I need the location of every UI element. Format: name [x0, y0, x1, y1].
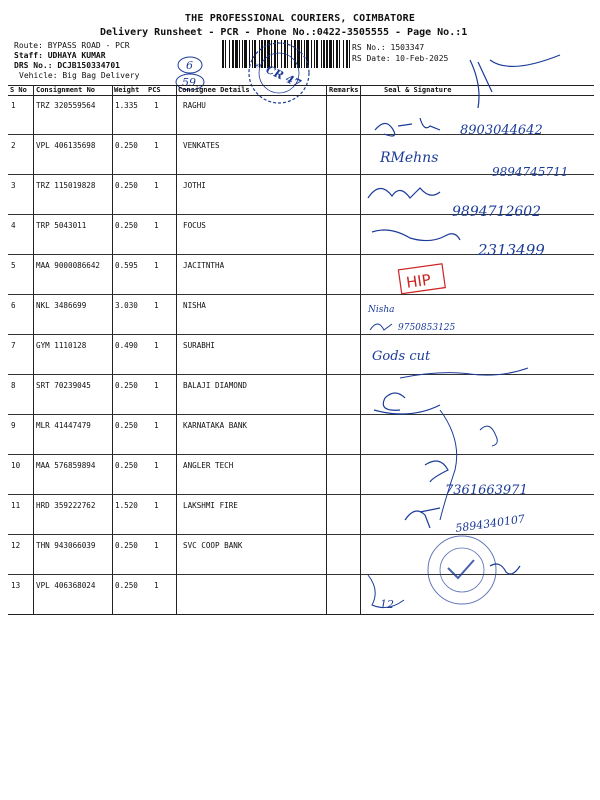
signature-row-2: RMehns: [380, 150, 439, 166]
header-seal-signature: Seal & Signature: [384, 86, 452, 94]
runsheet-subtitle: Delivery Runsheet - PCR - Phone No.:0422-3505555 - Page No.:1: [100, 27, 468, 38]
cell-weight: 1.335: [115, 101, 138, 110]
vehicle-label: Vehicle: Big Bag Delivery: [19, 71, 140, 80]
page-title: THE PROFESSIONAL COURIERS, COIMBATORE: [184, 13, 416, 24]
cell-weight: 3.030: [115, 301, 138, 310]
cell-consignment-no: TRZ 115019828: [36, 181, 96, 190]
cell-sno: 5: [11, 261, 16, 270]
barcode-bar: [314, 40, 315, 68]
cell-sno: 10: [11, 461, 21, 470]
cell-sno: 2: [11, 141, 16, 150]
barcode-bar: [232, 40, 234, 68]
cell-consignee: FOCUS: [183, 221, 206, 230]
cell-sno: 7: [11, 341, 16, 350]
cell-sno: 13: [11, 581, 21, 590]
barcode-bar: [316, 40, 318, 68]
table-row-divider: [8, 134, 594, 135]
barcode-bar: [323, 40, 325, 68]
cell-consignee: LAKSHMI FIRE: [183, 501, 238, 510]
cell-sno: 3: [11, 181, 16, 190]
cell-sno: 6: [11, 301, 16, 310]
signature-row-6: Nisha: [368, 305, 395, 315]
signature-bracket: [440, 410, 457, 520]
cell-weight: 0.250: [115, 381, 138, 390]
signature-row-10: [425, 461, 448, 482]
handwritten-phone-3: 9894712602: [452, 204, 542, 220]
col-divider: [326, 85, 327, 614]
table-row-divider: [8, 454, 594, 455]
signature-row-8: [374, 393, 440, 414]
svc-bank-seal: [428, 536, 520, 604]
handwritten-phone-10: 7361663971: [445, 483, 528, 498]
cell-consignment-no: GYM 1110128: [36, 341, 87, 350]
signature-row-7: Gods cut: [372, 349, 431, 364]
cell-weight: 0.250: [115, 581, 138, 590]
circled-number-6: 6: [186, 59, 193, 72]
cell-consignee: BALAJI DIAMOND: [183, 381, 248, 390]
cell-pcs: 1: [154, 181, 159, 190]
cell-consignment-no: TRP 5043011: [36, 221, 87, 230]
cell-consignment-no: SRT 70239045: [36, 381, 91, 390]
table-row-divider: [8, 334, 594, 335]
col-divider: [33, 85, 34, 614]
cell-sno: 11: [11, 501, 21, 510]
staff-label: Staff: UDHAYA KUMAR: [14, 51, 106, 60]
barcode-bar: [343, 40, 344, 68]
table-row-divider: [8, 494, 594, 495]
cell-consignment-no: VPL 406135698: [36, 141, 96, 150]
barcode-bar: [239, 40, 240, 68]
signature-row-11: [405, 508, 440, 528]
barcode-bar: [235, 40, 238, 68]
cell-consignment-no: HRD 359222762: [36, 501, 96, 510]
cell-consignee: JOTHI: [183, 181, 206, 190]
handwritten-row13-mark: 12: [380, 598, 394, 611]
cell-pcs: 1: [154, 141, 159, 150]
barcode-bar: [333, 40, 334, 68]
table-row-divider: [8, 174, 594, 175]
cell-consignment-no: MAA 9000086642: [36, 261, 101, 270]
cell-consignee: JACITNTHA: [183, 261, 225, 270]
cell-pcs: 1: [154, 501, 159, 510]
barcode-bar: [329, 40, 332, 68]
cell-weight: 1.520: [115, 501, 138, 510]
signature-row-13: [368, 575, 404, 608]
signature-row-6-mark: [370, 324, 392, 330]
cell-pcs: 1: [154, 461, 159, 470]
cell-consignment-no: VPL 406368024: [36, 581, 96, 590]
cell-consignee: KARNATAKA BANK: [183, 421, 248, 430]
cell-weight: 0.595: [115, 261, 138, 270]
table-row-divider: [8, 574, 594, 575]
cell-consignment-no: MAA 576859894: [36, 461, 96, 470]
barcode-bar: [339, 40, 340, 68]
cell-pcs: 1: [154, 101, 159, 110]
cell-pcs: 1: [154, 541, 159, 550]
cell-weight: 0.250: [115, 421, 138, 430]
cell-pcs: 1: [154, 381, 159, 390]
cell-consignee: VENKATES: [183, 141, 220, 150]
table-row-divider: [8, 534, 594, 535]
handwritten-phone-2: 9894745711: [492, 165, 569, 179]
cell-weight: 0.250: [115, 461, 138, 470]
handwritten-phone-4: 2313499: [478, 241, 545, 259]
cell-weight: 0.250: [115, 221, 138, 230]
cell-pcs: 1: [154, 301, 159, 310]
cell-sno: 1: [11, 101, 16, 110]
barcode-bar: [242, 40, 243, 68]
barcode-bar: [336, 40, 338, 68]
rs-date: RS Date: 10-Feb-2025: [352, 54, 449, 63]
cell-pcs: 1: [154, 341, 159, 350]
col-divider: [360, 85, 361, 614]
barcode-bar: [222, 40, 224, 68]
cell-pcs: 1: [154, 261, 159, 270]
header-consignee: Consignee Details: [178, 86, 250, 94]
barcode-bar: [321, 40, 322, 68]
table-bottom-border: [8, 614, 594, 615]
handwritten-phone-6: 9750853125: [398, 323, 456, 333]
rs-number: RS No.: 1503347: [352, 43, 425, 52]
barcode-bar: [326, 40, 328, 68]
cell-consignee: SVC COOP BANK: [183, 541, 243, 550]
cell-consignment-no: THN 943066039: [36, 541, 96, 550]
cell-consignee: NISHA: [183, 301, 206, 310]
handwritten-phone-1: 8903044642: [460, 123, 543, 138]
courier-stamp: [246, 40, 312, 106]
table-row-divider: [8, 214, 594, 215]
barcode-bar: [346, 40, 348, 68]
signature-row-3: [368, 188, 440, 198]
table-header-border: [8, 95, 594, 96]
header-sno: S No: [10, 86, 27, 94]
cell-consignment-no: TRZ 320559564: [36, 101, 96, 110]
cell-consignment-no: MLR 41447479: [36, 421, 91, 430]
cell-weight: 0.250: [115, 541, 138, 550]
table-top-border: [8, 85, 594, 86]
route-label: Route: BYPASS ROAD - PCR: [14, 41, 130, 50]
col-divider: [112, 85, 113, 614]
cell-weight: 0.490: [115, 341, 138, 350]
signature-row-9: [480, 426, 497, 446]
header-scribble: [470, 55, 560, 108]
table-row-divider: [8, 414, 594, 415]
cell-consignment-no: NKL 3486699: [36, 301, 87, 310]
cell-consignee: SURABHI: [183, 341, 216, 350]
cell-sno: 12: [11, 541, 21, 550]
header-consignment: Consignment No: [36, 86, 96, 94]
cell-pcs: 1: [154, 221, 159, 230]
header-remarks: Remarks: [329, 86, 359, 94]
header-pcs: PCS: [148, 86, 161, 94]
barcode-bar: [229, 40, 230, 68]
table-row-divider: [8, 374, 594, 375]
cell-pcs: 1: [154, 421, 159, 430]
cell-sno: 8: [11, 381, 16, 390]
cell-weight: 0.250: [115, 141, 138, 150]
table-row-divider: [8, 254, 594, 255]
cell-consignee: ANGLER TECH: [183, 461, 234, 470]
drs-number: DRS No.: DCJB150334701: [14, 61, 120, 70]
handwritten-phone-11: 5894340107: [454, 512, 526, 535]
header-weight: Weight: [114, 86, 140, 94]
svg-text:*: *: [255, 63, 259, 72]
cell-sno: 4: [11, 221, 16, 230]
cell-sno: 9: [11, 421, 16, 430]
barcode-bar: [225, 40, 226, 68]
cell-pcs: 1: [154, 581, 159, 590]
signature-row-4: [372, 230, 460, 241]
circled-number-59: 59: [182, 76, 196, 89]
handwritten-hip-note: HIP: [405, 270, 433, 292]
stamp-text: CR 47: [263, 62, 303, 91]
barcode-bar: [349, 40, 350, 68]
signature-row-7-line: [400, 368, 528, 378]
cell-weight: 0.250: [115, 181, 138, 190]
col-divider: [176, 85, 177, 614]
table-row-divider: [8, 294, 594, 295]
cell-consignee: RAGHU: [183, 101, 206, 110]
